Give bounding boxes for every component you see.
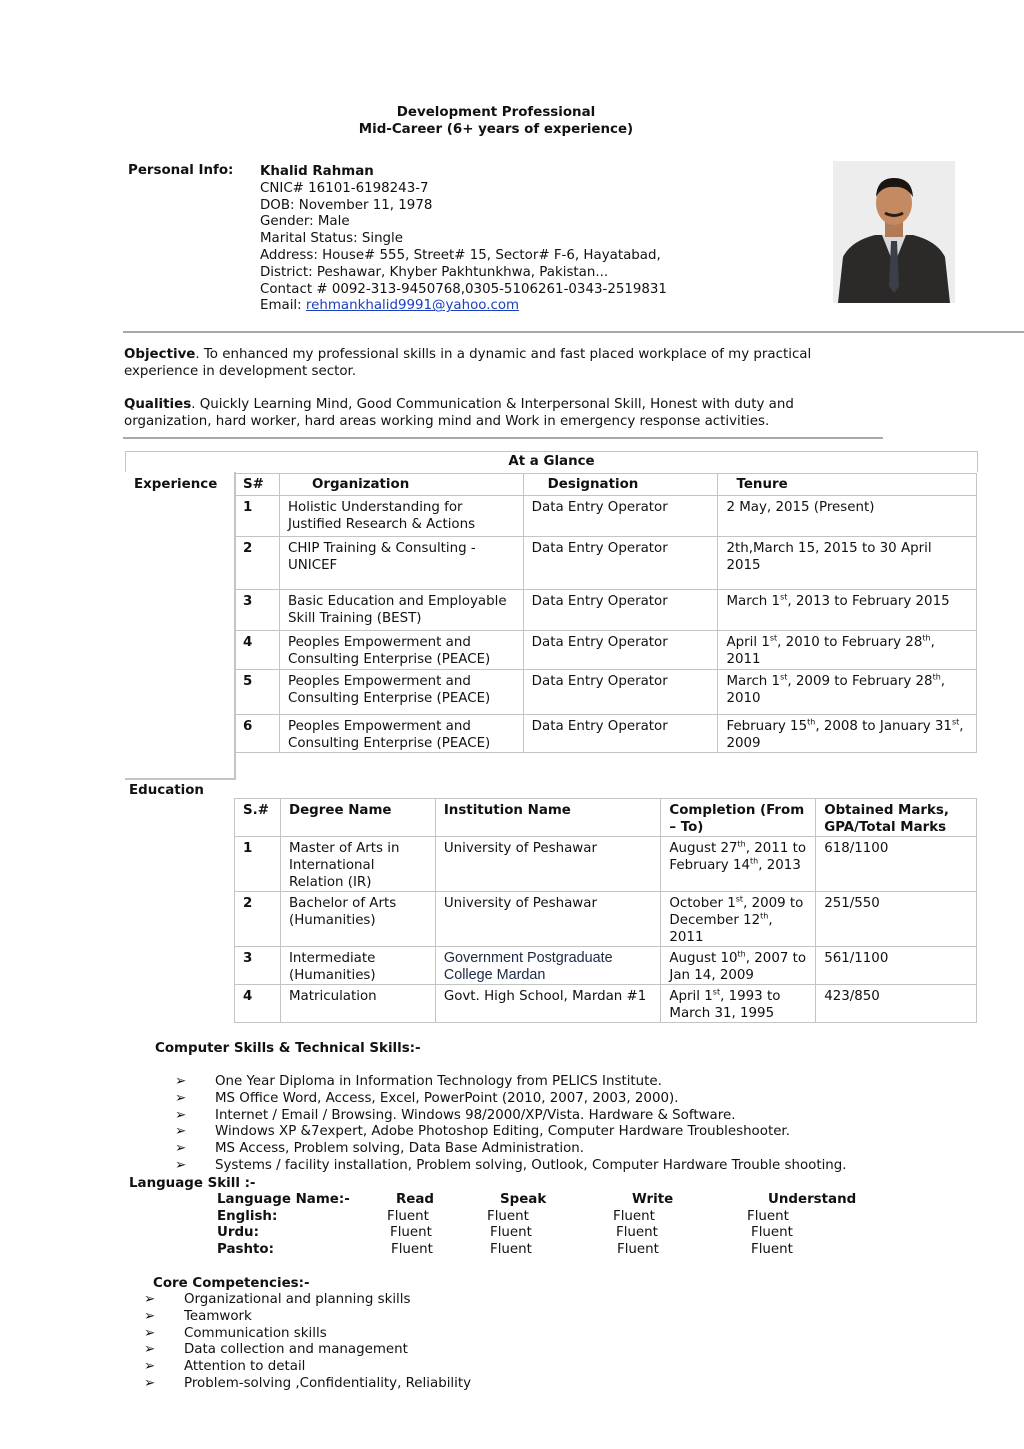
table-row: [235, 590, 977, 631]
computer-skills-title: Computer Skills & Technical Skills:-: [155, 1041, 421, 1056]
table-row: [235, 985, 977, 1023]
lang-name: Urdu:: [217, 1225, 259, 1241]
address-line-1: Address: House# 555, Street# 15, Sector# F-6, Hayatabad,: [260, 247, 661, 263]
row-degree: Master of Arts in International Relation (IR): [280, 837, 435, 892]
row-tenure: March 1st, 2013 to February 2015: [718, 590, 977, 631]
experience-label: Experience: [134, 477, 218, 492]
row-organization: Basic Education and Employable Skill Training (BEST): [279, 590, 523, 631]
col-header-tenure: Tenure: [718, 474, 977, 496]
arrow-bullet-icon: ➢: [144, 1342, 156, 1358]
language-skill-title: Language Skill :-: [129, 1176, 256, 1191]
row-completion: August 27th, 2011 to February 14th, 2013: [661, 837, 816, 892]
row-designation: Data Entry Operator: [523, 537, 718, 590]
list-item: [175, 1108, 847, 1125]
lang-write: Fluent: [616, 1225, 658, 1241]
qualities-text: . Quickly Learning Mind, Good Communication & Interpersonal Skill, Honest with duty and organization, hard worker, hard areas working mind and Work in emergency response activities.: [124, 397, 794, 429]
row-designation: Data Entry Operator: [523, 496, 718, 537]
arrow-bullet-icon: ➢: [175, 1090, 187, 1106]
row-organization: CHIP Training & Consulting - UNICEF: [279, 537, 523, 590]
contact: Contact # 0092-313-9450768,0305-5106261-0343-2519831: [260, 281, 667, 297]
row-sn: 1: [235, 837, 281, 892]
col-header-organization: Organization: [279, 474, 523, 496]
col-header-sn: S#: [235, 474, 280, 496]
row-completion: October 1st, 2009 to December 12th, 2011: [661, 892, 816, 947]
experience-table: [234, 473, 977, 753]
qualities-label: Qualities: [124, 397, 192, 412]
col-header-completion: Completion (From – To): [661, 799, 816, 837]
table-row: [235, 631, 977, 670]
marital-status: Marital Status: Single: [260, 231, 404, 247]
row-organization: Peoples Empowerment and Consulting Enterprise (PEACE): [279, 715, 523, 753]
language-row: [217, 1225, 887, 1242]
list-item-text: Internet / Email / Browsing. Windows 98/2000/XP/Vista. Hardware & Software.: [215, 1107, 736, 1123]
row-degree: Intermediate (Humanities): [280, 947, 435, 985]
list-item-text: Problem-solving ,Confidentiality, Reliability: [184, 1375, 472, 1391]
lang-read: Fluent: [390, 1225, 432, 1241]
row-sn: 4: [235, 631, 280, 670]
row-sn: 6: [235, 715, 280, 753]
row-institution: Govt. High School, Mardan #1: [435, 985, 661, 1023]
list-item: [144, 1342, 471, 1359]
email-label: Email:: [260, 298, 306, 314]
profile-photo: [833, 161, 955, 303]
lang-header-speak: Speak: [500, 1192, 547, 1207]
row-marks: 561/1100: [816, 947, 977, 985]
experience-header-row: [235, 474, 977, 496]
list-item: [144, 1359, 471, 1376]
lang-read: Fluent: [387, 1208, 429, 1224]
col-header-degree: Degree Name: [280, 799, 435, 837]
at-a-glance-title: At a Glance: [125, 451, 978, 472]
lang-header-name: Language Name:-: [217, 1192, 350, 1207]
gender: Gender: Male: [260, 214, 350, 230]
list-item-text: Teamwork: [184, 1308, 252, 1324]
arrow-bullet-icon: ➢: [175, 1124, 187, 1140]
language-row: [217, 1242, 887, 1259]
table-row: [235, 947, 977, 985]
lang-understand: Fluent: [751, 1242, 793, 1258]
col-header-sn: S.#: [235, 799, 281, 837]
resume-title: Development Professional: [396, 105, 596, 120]
list-item: [175, 1124, 847, 1141]
arrow-bullet-icon: ➢: [144, 1292, 156, 1307]
table-row: [235, 670, 977, 715]
cnic: CNIC# 16101-6198243-7: [260, 180, 429, 196]
dob: DOB: November 11, 1978: [260, 197, 433, 213]
arrow-bullet-icon: ➢: [144, 1359, 156, 1375]
list-item-text: Systems / facility installation, Problem solving, Outlook, Computer Hardware Trouble shooting.: [215, 1157, 847, 1173]
lang-speak: Fluent: [490, 1225, 532, 1241]
person-name: Khalid Rahman: [260, 164, 374, 179]
person-portrait-icon: [833, 161, 955, 303]
resume-subtitle: Mid-Career (6+ years of experience): [358, 122, 634, 137]
lang-name: English:: [217, 1208, 278, 1224]
row-designation: Data Entry Operator: [523, 631, 718, 670]
divider: [123, 331, 1024, 333]
education-table: [234, 798, 977, 1023]
row-sn: 2: [235, 537, 280, 590]
row-sn: 2: [235, 892, 281, 947]
lang-speak: Fluent: [490, 1242, 532, 1258]
row-institution: University of Peshawar: [435, 892, 661, 947]
row-sn: 3: [235, 590, 280, 631]
row-degree: Bachelor of Arts (Humanities): [280, 892, 435, 947]
computer-skills-list: [175, 1074, 847, 1175]
row-organization: Peoples Empowerment and Consulting Enterprise (PEACE): [279, 631, 523, 670]
email-row: [260, 298, 667, 315]
row-tenure: February 15th, 2008 to January 31st, 2009: [718, 715, 977, 753]
row-organization: Holistic Understanding for Justified Research & Actions: [279, 496, 523, 537]
list-item: [175, 1141, 847, 1158]
list-item-text: Attention to detail: [184, 1359, 306, 1375]
row-tenure: March 1st, 2009 to February 28th, 2010: [718, 670, 977, 715]
row-marks: 618/1100: [816, 837, 977, 892]
list-item: [175, 1091, 847, 1108]
arrow-bullet-icon: ➢: [144, 1375, 156, 1391]
list-item-text: Data collection and management: [184, 1342, 408, 1358]
row-designation: Data Entry Operator: [523, 590, 718, 631]
list-item-text: MS Office Word, Access, Excel, PowerPoint (2010, 2007, 2003, 2000).: [215, 1090, 679, 1106]
personal-info-label: Personal Info:: [128, 163, 234, 178]
arrow-bullet-icon: ➢: [144, 1308, 156, 1324]
lang-write: Fluent: [613, 1208, 655, 1224]
qualities-paragraph: [124, 396, 854, 430]
list-item-text: Communication skills: [184, 1325, 327, 1341]
table-row: [235, 837, 977, 892]
table-row: [235, 892, 977, 947]
row-tenure: 2 May, 2015 (Present): [718, 496, 977, 537]
lang-header-understand: Understand: [768, 1192, 857, 1207]
row-sn: 5: [235, 670, 280, 715]
row-completion: August 10th, 2007 to Jan 14, 2009: [661, 947, 816, 985]
table-row: [235, 496, 977, 537]
list-item-text: One Year Diploma in Information Technology from PELICS Institute.: [215, 1074, 662, 1089]
row-institution: University of Peshawar: [435, 837, 661, 892]
table-row: [235, 715, 977, 753]
table-row: [235, 537, 977, 590]
lang-write: Fluent: [617, 1242, 659, 1258]
core-competencies-title: Core Competencies:-: [153, 1276, 310, 1291]
education-header-row: [235, 799, 977, 837]
list-item-text: Organizational and planning skills: [184, 1292, 411, 1307]
list-item-text: Windows XP &7expert, Adobe Photoshop Editing, Computer Hardware Troubleshooter.: [215, 1124, 790, 1140]
language-row: [217, 1209, 887, 1226]
language-header-row: [217, 1192, 887, 1209]
lang-header-read: Read: [396, 1192, 435, 1207]
personal-info-block: [260, 164, 667, 315]
list-item: [144, 1326, 471, 1343]
lang-understand: Fluent: [751, 1225, 793, 1241]
row-institution: Government Postgraduate College Mardan: [435, 947, 661, 985]
experience-label-column: [125, 472, 236, 780]
list-item: [144, 1376, 471, 1393]
core-competencies-list: [144, 1292, 471, 1393]
col-header-marks: Obtained Marks, GPA/Total Marks: [816, 799, 977, 837]
row-tenure: April 1st, 2010 to February 28th, 2011: [718, 631, 977, 670]
arrow-bullet-icon: ➢: [175, 1157, 187, 1173]
lang-name: Pashto:: [217, 1242, 274, 1258]
list-item: [175, 1074, 847, 1091]
row-sn: 4: [235, 985, 281, 1023]
row-sn: 3: [235, 947, 281, 985]
arrow-bullet-icon: ➢: [175, 1107, 187, 1123]
objective-paragraph: [124, 346, 854, 380]
list-item-text: MS Access, Problem solving, Data Base Administration.: [215, 1141, 585, 1157]
row-completion: April 1st, 1993 to March 31, 1995: [661, 985, 816, 1023]
row-marks: 251/550: [816, 892, 977, 947]
language-table: [217, 1192, 887, 1259]
arrow-bullet-icon: ➢: [144, 1325, 156, 1341]
row-degree: Matriculation: [280, 985, 435, 1023]
row-sn: 1: [235, 496, 280, 537]
email-link[interactable]: rehmankhalid9991@yahoo.com: [305, 298, 520, 314]
row-designation: Data Entry Operator: [523, 670, 718, 715]
row-designation: Data Entry Operator: [523, 715, 718, 753]
lang-speak: Fluent: [487, 1208, 529, 1224]
lang-understand: Fluent: [747, 1208, 789, 1224]
col-header-institution: Institution Name: [435, 799, 661, 837]
list-item: [175, 1158, 847, 1175]
arrow-bullet-icon: ➢: [175, 1074, 187, 1089]
row-tenure: 2th,March 15, 2015 to 30 April 2015: [718, 537, 977, 590]
list-item: [144, 1292, 471, 1309]
arrow-bullet-icon: ➢: [175, 1141, 187, 1157]
list-item: [144, 1309, 471, 1326]
lang-read: Fluent: [391, 1242, 433, 1258]
objective-label: Objective: [124, 347, 196, 362]
col-header-designation: Designation: [523, 474, 718, 496]
divider: [123, 437, 883, 439]
lang-header-write: Write: [632, 1192, 674, 1207]
row-organization: Peoples Empowerment and Consulting Enterprise (PEACE): [279, 670, 523, 715]
objective-text: . To enhanced my professional skills in a dynamic and fast placed workplace of my practical experience in development sector.: [124, 347, 812, 379]
address-line-2: District: Peshawar, Khyber Pakhtunkhwa, Pakistan...: [260, 264, 609, 280]
education-label: Education: [129, 783, 204, 798]
row-marks: 423/850: [816, 985, 977, 1023]
